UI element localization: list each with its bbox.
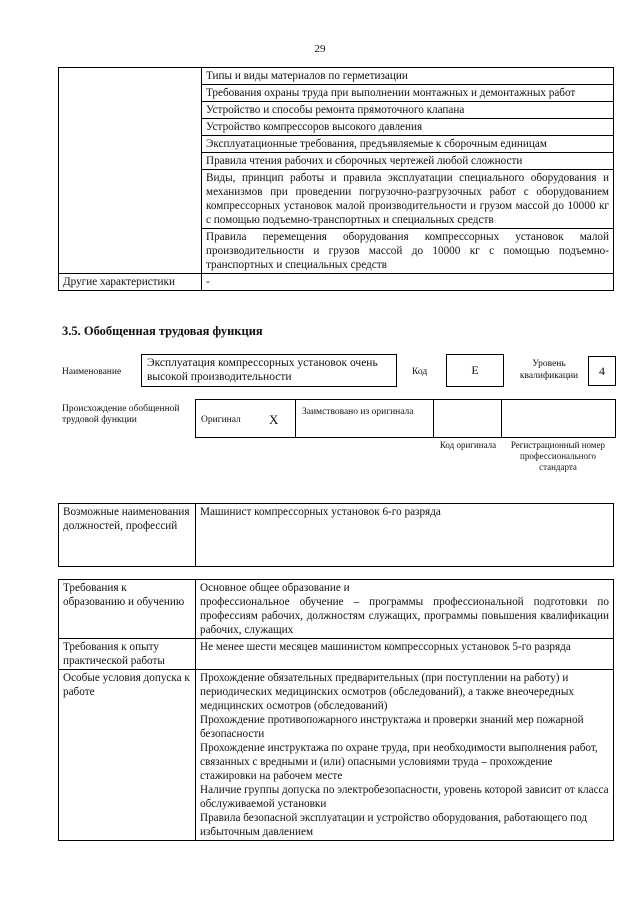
knowledge-item: Устройство и способы ремонта прямоточного клапана xyxy=(202,102,614,119)
table-row xyxy=(59,504,614,567)
table-row xyxy=(59,580,614,639)
level-label: Уровень квалификации xyxy=(519,359,579,381)
origin-table xyxy=(195,399,616,438)
original-mark: X xyxy=(269,412,279,427)
positions-label: Возможные наименования должностей, профессий xyxy=(59,504,196,567)
requirement-line: Правила безопасной эксплуатации и устройство оборудования, работающего под избыточным давлением xyxy=(200,812,588,838)
knowledge-item: Правила чтения рабочих и сборочных чертежей любой сложности xyxy=(202,153,614,170)
requirement-line: Прохождение инструктажа по охране труда, при необходимости выполнения работ, связанных с вредными и (или) опасными условиями труда – прохождение стажировки на рабочем месте xyxy=(200,742,598,782)
section-title: 3.5. Обобщенная трудовая функция xyxy=(62,324,263,338)
knowledge-table xyxy=(58,67,614,291)
level-box xyxy=(588,356,616,386)
knowledge-item: Эксплуатационные требования, предъявляемые к сборочным единицам xyxy=(202,136,614,153)
knowledge-item: Виды, принцип работы и правила эксплуатации специального оборудования и механизмов при проведении погрузочно-разгрузочных работ с оборудованием компрессорных установок малой производительности и грузом массой до 10000 кг с помощью подъемно-транспортных и специальных средств xyxy=(202,170,614,229)
knowledge-item: Требования охраны труда при выполнении монтажных и демонтажных работ xyxy=(202,85,614,102)
divider xyxy=(501,400,502,437)
origin-label: Происхождение обобщенной трудовой функции xyxy=(62,404,180,425)
level-value: 4 xyxy=(599,363,605,378)
requirement-line: Прохождение обязательных предварительных (при поступлении на работу) и периодических медицинских осмотров (обследований), а также внеочередных медицинских осмотров (обследований) xyxy=(200,672,575,712)
registration-caption: Регистрационный номер профессионального стандарта xyxy=(510,440,606,472)
knowledge-item: Типы и виды материалов по герметизации xyxy=(202,68,614,85)
code-label: Код xyxy=(412,367,428,377)
table-row xyxy=(59,670,614,841)
other-characteristics-value: - xyxy=(202,274,614,291)
code-original-caption: Код оригинала xyxy=(439,440,497,450)
borrowed-label: Заимствовано из оригинала xyxy=(302,407,414,417)
positions-table xyxy=(58,503,614,567)
positions-value: Машинист компрессорных установок 6-го разряда xyxy=(196,504,614,567)
other-characteristics-label: Другие характеристики xyxy=(59,274,202,291)
requirement-line: Основное общее образование и xyxy=(200,582,350,594)
admission-value xyxy=(196,670,614,841)
requirements-table xyxy=(58,579,614,841)
requirement-line: профессиональное обучение – программы профессиональной подготовки по профессиям рабочих, должностям служащих, программы повышения квалификации рабочих, служащих xyxy=(200,596,609,636)
divider xyxy=(433,400,434,437)
function-name-box xyxy=(141,354,397,387)
code-box xyxy=(446,354,504,387)
empty-label-cell xyxy=(59,68,202,274)
page-number: 29 xyxy=(314,43,326,55)
knowledge-item: Устройство компрессоров высокого давления xyxy=(202,119,614,136)
function-name: Эксплуатация компрессорных установок очень высокой производительности xyxy=(147,357,378,383)
experience-value xyxy=(196,639,614,670)
requirement-line: Наличие группы допуска по электробезопасности, уровень которой зависит от класса обслуживаемой установки xyxy=(200,784,609,810)
divider xyxy=(295,400,296,437)
knowledge-item: Правила перемещения оборудования компрессорных установок малой производительности и грузов массой до 10000 кг с помощью подъемно-транспортных и специальных средств xyxy=(202,229,614,274)
name-label: Наименование xyxy=(62,367,122,377)
requirement-line: Не менее шести месяцев машинистом компрессорных установок 5-го разряда xyxy=(200,641,571,653)
requirement-line: Прохождение противопожарного инструктажа и проверки знаний мер пожарной безопасности xyxy=(200,714,584,740)
table-row xyxy=(59,68,614,85)
education-value xyxy=(196,580,614,639)
table-row xyxy=(59,274,614,291)
table-row xyxy=(59,639,614,670)
education-label: Требования к образованию и обучению xyxy=(59,580,196,639)
code-value: E xyxy=(471,363,479,377)
experience-label: Требования к опыту практической работы xyxy=(59,639,196,670)
original-label: Оригинал xyxy=(201,415,241,425)
admission-label: Особые условия допуска к работе xyxy=(59,670,196,841)
